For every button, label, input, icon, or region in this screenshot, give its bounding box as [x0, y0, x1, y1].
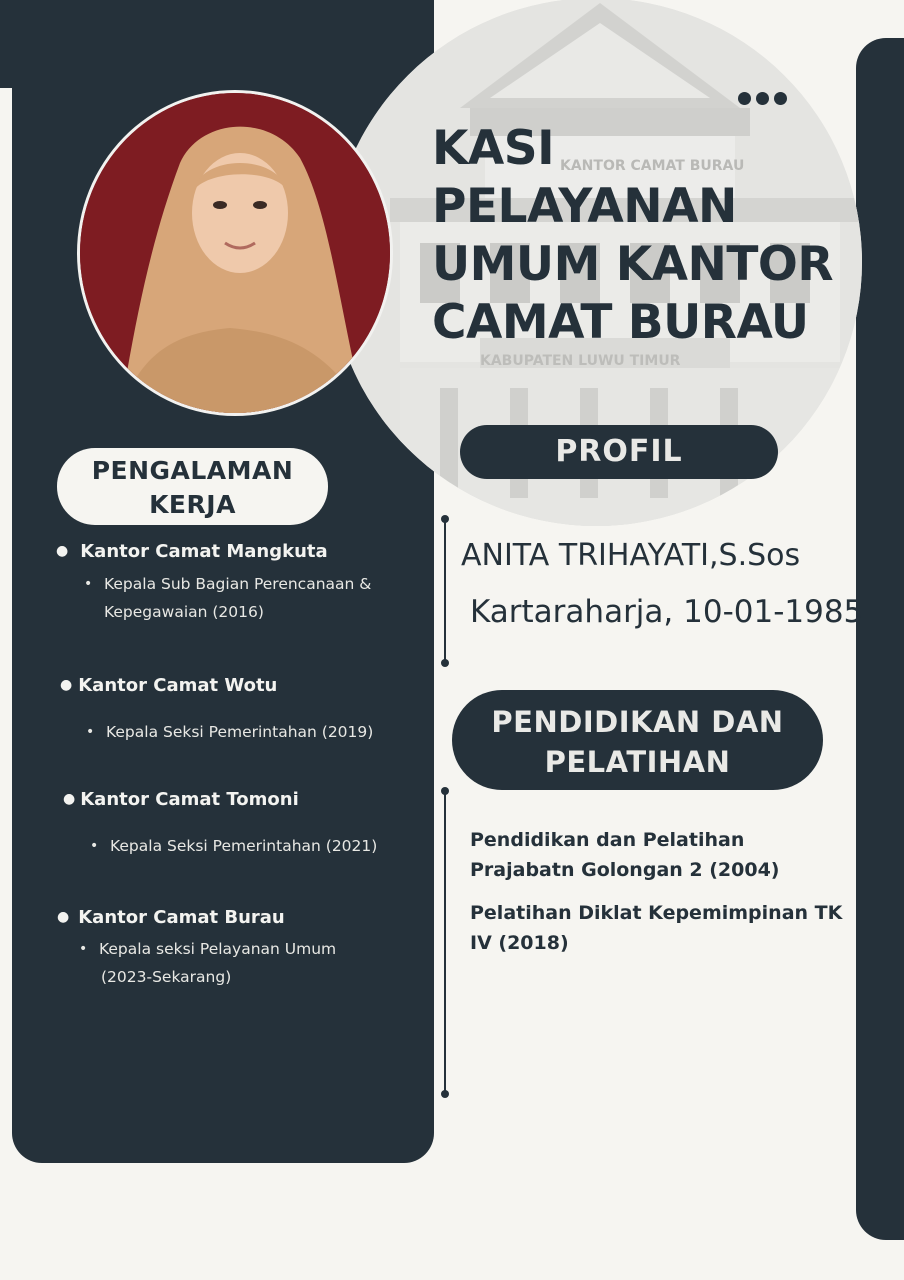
job-office: ● Kantor Camat Mangkuta [56, 541, 328, 562]
job-role-line: Kepala Seksi Pemerintahan (2019) [106, 723, 374, 741]
profile-name: ANITA TRIHAYATI,S.Sos [461, 538, 801, 573]
pendidikan-heading [452, 690, 823, 790]
job-office-label: Kantor Camat Tomoni [80, 789, 299, 810]
profile-photo [77, 90, 393, 416]
pengalaman-heading [57, 448, 328, 525]
job-office-label: Kantor Camat Burau [78, 907, 285, 928]
job-role-line: Kepegawaian (2016) [104, 603, 264, 621]
profil-timeline [444, 518, 446, 664]
pengalaman-heading-line: PENGALAMAN [91, 456, 294, 485]
title-line: PELAYANAN [432, 179, 737, 234]
job-office-label: Kantor Camat Wotu [78, 675, 278, 696]
job-role: • Kepala Seksi Pemerintahan (2021) [110, 832, 410, 860]
job-office-label: Kantor Camat Mangkuta [80, 541, 328, 562]
title-line: CAMAT BURAU [432, 295, 809, 350]
page-title [432, 120, 862, 352]
job-role: • Kepala Seksi Pemerintahan (2019) [106, 718, 406, 746]
education-item: Pendidikan dan Pelatihan Prajabatn Golongan 2 (2004) [470, 829, 780, 881]
job-role: • Kepala Sub Bagian Perencanaan & Kepegawaian (2016) [104, 570, 404, 626]
title-line: UMUM KANTOR [432, 237, 834, 292]
pendidikan-heading-line: PELATIHAN [544, 745, 731, 779]
profil-heading: PROFIL [460, 425, 778, 479]
profile-birth: Kartaraharja, 10-01-1985 [470, 594, 864, 630]
right-edge-panel [856, 38, 904, 1240]
building-sign-top: KANTOR CAMAT BURAU [560, 158, 745, 174]
job-role-line: Kepala Sub Bagian Perencanaan & [104, 575, 372, 593]
building-sign-bottom: KABUPATEN LUWU TIMUR [480, 353, 681, 369]
job-office: ● Kantor Camat Burau [57, 907, 285, 928]
title-line: KASI [432, 121, 555, 176]
job-role: • Kepala seksi Pelayanan Umum (2023-Sekarang) [99, 935, 399, 991]
pendidikan-heading-line: PENDIDIKAN DAN [491, 705, 784, 739]
job-role-line: Kepala seksi Pelayanan Umum [99, 940, 337, 958]
pendidikan-timeline [444, 790, 446, 1095]
job-office: ● Kantor Camat Tomoni [63, 789, 299, 810]
job-role-line: Kepala Seksi Pemerintahan (2021) [110, 837, 378, 855]
more-dots-icon[interactable] [738, 90, 792, 109]
job-office: ● Kantor Camat Wotu [60, 675, 278, 696]
education-item: Pelatihan Diklat Kepemimpinan TK IV (2018) [470, 902, 843, 954]
pengalaman-heading-line: KERJA [149, 490, 236, 519]
job-role-line: (2023-Sekarang) [101, 968, 232, 986]
